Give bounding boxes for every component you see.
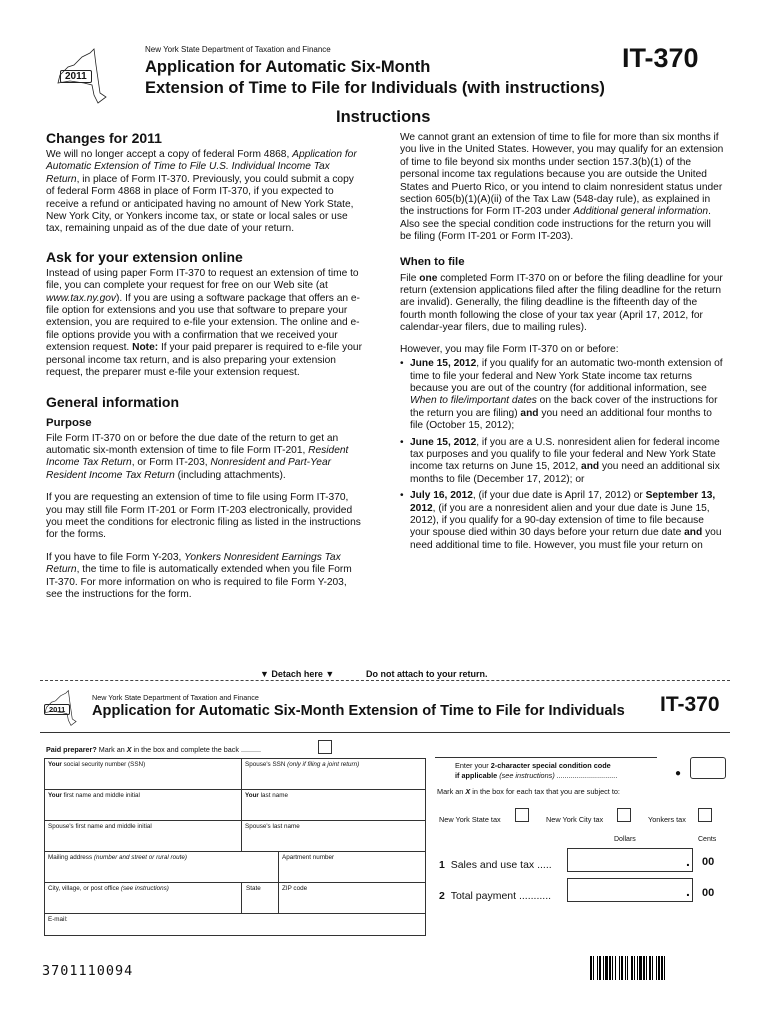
mark-taxes-label: Mark an X in the box for each tax that you are subject to: xyxy=(437,787,620,796)
last-name-field[interactable]: Your last name xyxy=(242,790,426,821)
line-2-label: 2 Total payment ........... xyxy=(439,890,552,902)
department-name: New York State Department of Taxation and Finance xyxy=(145,45,331,54)
yonkers-tax-label: Yonkers tax xyxy=(648,815,686,824)
purpose-text: File Form IT-370 on or before the due date of the return to get an automatic six-month extension of time to file Form IT-201, Resident Income Tax Return, or Form IT-203, Nonresident and Part-Year Resident Income Tax Return (including attachments). xyxy=(46,432,349,481)
spouse-ssn-field[interactable]: Spouse's SSN (only if filing a joint return) xyxy=(242,759,426,790)
taxpayer-info-grid xyxy=(44,758,426,936)
changes-heading: Changes for 2011 xyxy=(46,130,162,146)
total-payment-dollars-input[interactable] xyxy=(567,878,693,902)
yonkers-text: If you have to file Form Y-203, Yonkers Nonresident Earnings Tax Return, the time to file is automatically extended when you file Form IT-370. For more information on who is required to file Form Y-203, see the instructions for the form. xyxy=(46,551,352,600)
right-divider xyxy=(435,757,657,758)
nyc-tax-checkbox[interactable] xyxy=(617,808,631,822)
form-title-line2: Extension of Time to File for Individuals (with instructions) xyxy=(145,79,605,97)
form-title-line1: Application for Automatic Six-Month xyxy=(145,58,431,76)
scan-code: 3701110094 xyxy=(42,963,134,979)
detach-line xyxy=(40,680,730,681)
online-text: Instead of using paper Form IT-370 to request an extension of time to file, you can complete your request for free on our Web site (at www.tax.ny.gov). If you are using a software package that offers an e-file option for extensions and you use that software to prepare your extension, you are required to e-file your extension. The online and e-file options provide you with a confirmation that we received your extension request. Note: If your paid preparer is required to e-file your personal income tax return, and is also preparing your extension request, the preparer must e-file your extension request. xyxy=(46,267,362,379)
spouse-last-name-field[interactable]: Spouse's last name xyxy=(242,821,426,852)
detach-note: Do not attach to your return. xyxy=(362,669,492,679)
voucher-department-name: New York State Department of Taxation and Finance xyxy=(92,693,259,702)
website-link[interactable]: www.tax.ny.gov xyxy=(46,292,117,304)
line-2-cents: 00 xyxy=(702,887,715,899)
instructions-heading: Instructions xyxy=(336,108,431,126)
paid-preparer-checkbox[interactable] xyxy=(318,740,332,754)
form-number: IT-370 xyxy=(622,43,699,73)
nys-tax-checkbox[interactable] xyxy=(515,808,529,822)
line-1-label: 1 Sales and use tax ..... xyxy=(439,859,552,871)
barcode-icon xyxy=(590,956,726,980)
mailing-address-field[interactable]: Mailing address (number and street or rural route) xyxy=(45,852,279,883)
list-item: • June 15, 2012, if you are a U.S. nonresident alien for federal income tax purposes and you qualify to file your federal and New York State income tax returns on June 15, 2012, and you need an additional six months to file (December 17, 2012); or xyxy=(400,437,725,487)
voucher-title: Application for Automatic Six-Month Extension of Time to File for Individuals xyxy=(92,703,625,719)
list-item: • July 16, 2012, (if your due date is April 17, 2012) or September 13, 2012, (if you are a nonresident alien and your due date is June 15, 2012), if you qualify for a 90-day extension of time to file because your spouse died within 30 days before your return due date and you need additional time to file. However, you must file your return on xyxy=(400,490,725,552)
special-condition-code-input[interactable] xyxy=(690,757,726,779)
scc-marker: ● xyxy=(675,768,682,779)
list-item: • June 15, 2012, if you qualify for an automatic two-month extension of time to file your federal and New York State income tax returns because you are out of the country (for additional information, see When to file/important dates on the back cover of the instructions for the return you are filing) and you need an additional four months to file (October 15, 2012); xyxy=(400,358,725,432)
general-info-heading: General information xyxy=(46,393,180,410)
yonkers-tax-checkbox[interactable] xyxy=(698,808,712,822)
dollars-label: Dollars xyxy=(614,836,636,843)
however-text: However, you may file Form IT-370 on or before: xyxy=(400,343,619,355)
apartment-number-field[interactable]: Apartment number xyxy=(279,852,426,883)
voucher-divider xyxy=(40,732,730,733)
voucher-form-number: IT-370 xyxy=(660,693,720,716)
extension-limit-text: We cannot grant an extension of time to file for more than six months if you live in the United States. However, you may qualify for an extension of time to file beyond six months under section 157.3(b)(1) of the personal income tax regulations because you are outside the United States and Puerto Rico, or you intend to claim nonresident status under section 605(b)(1)(A)(ii) of the Tax Law (548-day rule), as explained in the instructions for Form IT-203 under Additional general information. Also see the special condition code instructions for the return you will be filing (Form IT-201 or Form IT-203). xyxy=(400,132,724,243)
first-name-field[interactable]: Your first name and middle initial xyxy=(45,790,242,821)
left-column xyxy=(46,130,364,601)
line-2-decimal: . xyxy=(686,883,690,899)
city-field[interactable]: City, village, or post office (see instructions) xyxy=(45,883,242,914)
ssn-field[interactable]: Your social security number (SSN) xyxy=(45,759,242,790)
purpose-heading: Purpose xyxy=(46,416,92,429)
changes-text: We will no longer accept a copy of federal Form 4868, Application for Automatic Extension of Time to File U.S. Individual Income Tax Return, in place of Form IT-370. Previously, you could submit a copy of federal Form 4868 in place of Form IT-370, if you expected to receive a refund or anticipated having no amount of New York State, New York City, or Yonkers income tax, or state or local sales or use tax, remaining unpaid as of the due date of your return. xyxy=(46,149,357,235)
spouse-first-name-field[interactable]: Spouse's first name and middle initial xyxy=(45,821,242,852)
when-to-file-text: File one completed Form IT-370 on or before the filing deadline for your return (extension applications filed after the filing deadline for the return are invalid). Generally, the filing deadline is the fifteenth day of the fourth month following the close of your tax year (April 17, 2012, for calendar-year filers, due to mailing rules). xyxy=(400,272,723,334)
special-condition-code-label: Enter your 2-character special condition code if applicable (see instructions) .............................. xyxy=(455,761,618,780)
paid-preparer-label: Paid preparer? Mark an X in the box and complete the back .......... xyxy=(46,745,261,754)
deadline-list xyxy=(400,358,725,552)
nyc-tax-label: New York City tax xyxy=(546,815,604,824)
online-heading: Ask for your extension online xyxy=(46,248,243,265)
nys-tax-label: New York State tax xyxy=(439,815,501,824)
when-to-file-heading: When to file xyxy=(400,255,465,268)
cents-label: Cents xyxy=(698,836,717,843)
line-1-decimal: . xyxy=(686,853,690,869)
zip-code-field[interactable]: ZIP code xyxy=(279,883,426,914)
tax-year-badge: 2011 xyxy=(60,70,92,83)
right-column xyxy=(400,132,725,556)
sales-use-tax-dollars-input[interactable] xyxy=(567,848,693,872)
detach-label: ▼ Detach here ▼ xyxy=(256,669,338,679)
email-field[interactable]: E-mail: xyxy=(45,914,426,936)
efile-text: If you are requesting an extension of time to file using Form IT-370, you may still file Form IT-201 or Form IT-203 electronically, provided you meet the conditions for electronic filing as listed in the instructions for the forms. xyxy=(46,492,361,541)
voucher-tax-year-badge: 2011 xyxy=(44,704,70,715)
line-1-cents: 00 xyxy=(702,856,715,868)
state-field[interactable]: State xyxy=(242,883,279,914)
